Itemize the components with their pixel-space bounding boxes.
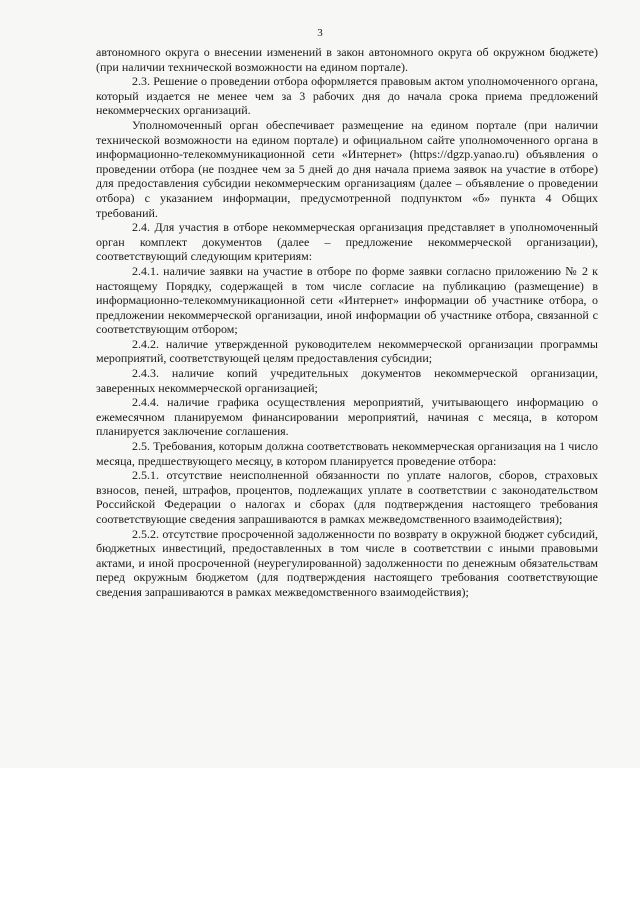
paragraph: 2.4.1. наличие заявки на участие в отборе по форме заявки согласно приложению № 2 к настоящему Порядку, содержащей в том числе согласие на публикацию (размещение) в информационно-телекоммуникационной сети «Интернет» информации об участнике отбора, о предложении некоммерческой организации, иной информации об участнике отбора, связанной с соответствующим отбором;: [96, 263, 598, 337]
paragraph: Уполномоченный орган обеспечивает размещение на едином портале (при наличии технической возможности на едином портале) и официальном сайте уполномоченного органа в информационно-телекоммуникационной сети «Интернет» (https://dgzp.yanao.ru) объявления о проведении отбора (не позднее чем за 5 дней до дня начала приема заявок на участие в отборе) для предоставления субсидии некоммерческим организациям (далее – объявление о проведении отбора) с указанием информации, предусмотренной подпунктом «б» пункта 4 Общих требований.: [96, 117, 598, 220]
paragraph: 2.5. Требования, которым должна соответствовать некоммерческая организация на 1 число месяца, предшествующего месяцу, в котором планируется проведение отбора:: [96, 439, 598, 468]
paragraph: 2.4.2. наличие утвержденной руководителем некоммерческой организации программы мероприятий, соответствующей целям предоставления субсидии;: [96, 336, 598, 366]
paragraph: 2.4. Для участия в отборе некоммерческая организация представляет в уполномоченный орган комплект документов (далее – предложение некоммерческой организации), соответствующий следующим критериям:: [96, 220, 598, 264]
paragraph: 2.4.3. наличие копий учредительных документов некоммерческой организации, заверенных некоммерческой организацией;: [96, 366, 598, 395]
page-number: 3: [317, 27, 323, 39]
paragraph: 2.4.4. наличие графика осуществления мероприятий, учитывающего информацию о ежемесячном планируемом финансировании мероприятий, начиная с месяца, в котором планируется заключение соглашения.: [96, 395, 598, 439]
paragraph: 2.5.1. отсутствие неисполненной обязанности по уплате налогов, сборов, страховых взносов, пеней, штрафов, процентов, подлежащих уплате в соответствии с законодательством Российской Федерации о налогах и сборах (для подтверждения настоящего требования соответствующие сведения запрашиваются в рамках межведомственного взаимодействия);: [96, 468, 598, 526]
document-body: [96, 45, 598, 600]
paragraph: 2.5.2. отсутствие просроченной задолженности по возврату в окружной бюджет субсидий, бюджетных инвестиций, предоставленных в том числе в соответствии с иными правовыми актами, и иной просроченной (неурегулированной) задолженности по денежным обязательствам перед окружным бюджетом (для подтверждения настоящего требования соответствующие сведения запрашиваются в рамках межведомственного взаимодействия);: [96, 526, 598, 599]
paragraph: автономного округа о внесении изменений в закон автономного округа об окружном бюджете) (при наличии технической возможности на едином портале).: [96, 45, 598, 74]
paragraph: 2.3. Решение о проведении отбора оформляется правовым актом уполномоченного органа, который издается не менее чем за 3 рабочих дня до начала срока приема предложений некоммерческих организаций.: [96, 74, 598, 118]
